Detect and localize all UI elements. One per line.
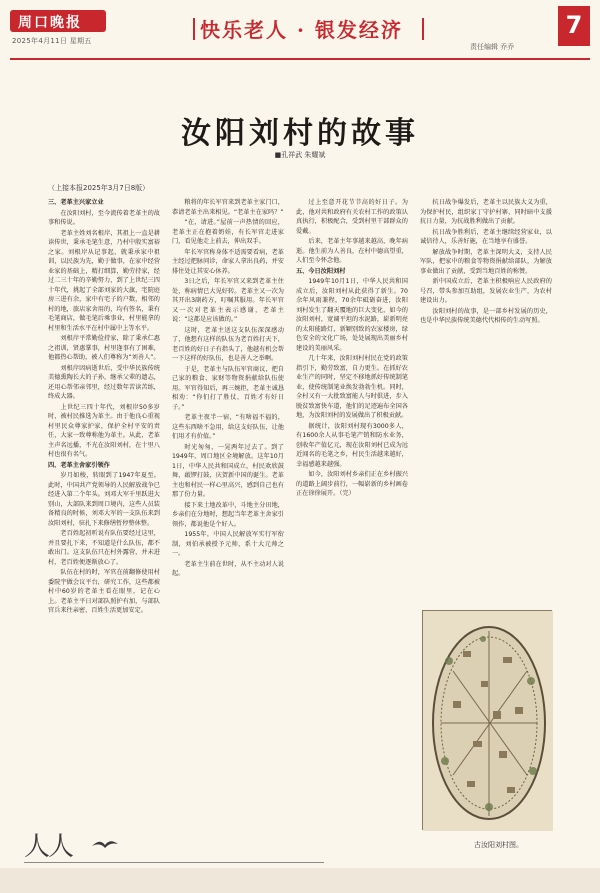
article-title: 汝阳刘村的故事	[181, 116, 419, 151]
paragraph: 刘根岸平常勤俭持家，除了秉承仁惠之祖训，贤惠掌事，村里逢事有了困难，他都热心帮助，被人们尊称为“刘善人”。	[48, 335, 160, 361]
column-3	[296, 198, 408, 838]
date-line: 2025年4月11日 星期五	[12, 37, 92, 45]
paragraph: 1949年10月1日，中华人民共和国成立后，汝阳刘村从此获得了新生。70余年风雨兼程，70余年砥砺奋进，汝阳刘村发生了翻天覆地的巨大变化，如今的汝阳刘村，宽阔平坦的水泥路，崭新明亮的太阳能路灯，新颖别致的农家楼房，绿色安全的文化广场，处处展现出美丽乡村建设的美丽风采。	[296, 278, 408, 352]
paragraph: 在汝阳刘村，至今流传着老革主的故事和传说。	[48, 209, 160, 226]
paragraph: 抗日战争胜利后，老革主继续经营家业，以诚信待人，乐善好施，在当地享有盛誉。	[420, 228, 552, 245]
paragraph: 于是，老革主与队伍军官商议，把自己家的粮食、家财等物资捐献给队伍使用。军官得知后，再三婉拒，老革主诚恳相劝：“你们打了胜仗，百姓才有好日子。”	[172, 365, 284, 411]
article-source: （上接本报2025年3月7日8版）	[48, 184, 150, 192]
paragraph: 新中国成立后，老革主积极响应人民政府的号召，带头参加互助组，发展农业生产，为农村建设出力。	[420, 278, 552, 304]
paragraph: 3日之后，年长军官又来到老革主住处，称病情已大见好转。老革主又一次为其开出3副药方，叮嘱其服用。年长军官又一次对老革主表示感谢，老革主说：“这都是应该做的。”	[172, 278, 284, 323]
paragraph: 汝阳刘村的故事，是一部乡村发展的历史，也是中华民族传统美德代代相传的生动写照。	[420, 307, 552, 324]
paragraph: 粮将的年长军官来到老革主家门口，恭请老革主出来相见。“老革主在家吗？”	[172, 199, 284, 216]
paragraph: “在，请进。”屋前一声热情的回应，老革主正在抱着奶娃，有长军官走进家门，看见他走上前去，伸出双手。	[172, 219, 284, 245]
title-bar-right	[422, 18, 424, 40]
masthead	[10, 6, 590, 62]
column-4	[420, 198, 552, 608]
paragraph: 接下来土地改革中，斗地主分田地，乡亲们在分地时，想起当年老革主舍家引领作，都说他是个好人。	[172, 501, 284, 528]
column-2	[172, 198, 284, 838]
map-caption: 古汝阳刘村图。	[474, 841, 523, 849]
logo	[10, 10, 106, 32]
section-subheading: 五、今日汝阳刘村	[296, 267, 346, 275]
decorative-line	[24, 862, 324, 863]
paragraph: 上世纪三四十年代，刘根岸50多岁时，被村民推选为革主。由于他良心重视村里民众尊家护家，保护全村平安的责任，大家一致尊称他为革主。从此，老革主声名远播，不光在汝阳刘村，在十里八村也很有名气。	[48, 403, 160, 458]
paragraph: 这时，老革主送这支队伍深深感动了，他想有这样的队伍为老百姓打天下，老百姓的好日子有指头了，他越有机会帮一下这样的好队伍，也是善人之举啊。	[172, 326, 284, 362]
header-rule	[10, 58, 590, 60]
paragraph: 年长军官称身体不适需要看病，老革主经过把脉问诊，命家人拿出良药，并安排住处让其安心休养。	[172, 248, 284, 275]
paragraph: 解放战争时期，老革主深明大义，支持人民军队，把家中的粮食等物资捐献给部队，为解放事业做出了贡献，受到当地百姓的称赞。	[420, 248, 552, 275]
logo-text: 周口晚报	[18, 15, 82, 31]
paragraph: 老革主夜半一宿，“有啥福不福的，这些东西啥不急用，给这支好队伍，让他们用才有价值。”	[172, 414, 284, 440]
paragraph: 老革主生前在世时，从不主动对人说起。	[172, 560, 284, 577]
bottom-decoration-band	[0, 868, 600, 893]
section-subheading: 四、老革主舍家引领作	[48, 461, 110, 469]
paragraph: 队伍在村的时，军官在前翻修使用村委院宇做会议平台，研究工作，这些都被村中60岁的老革主看在眼里，记在心上。老革主平日对部队照护有加，与部队官兵来往亲密，百姓生活更加安定。	[48, 569, 160, 614]
paragraph: 抗日战争爆发后，老革主以民族大义为重，为保护村民，组织家丁守护村寨，同时暗中支援抗日力量，为抗战胜利做出了贡献。	[420, 199, 552, 225]
paragraph: 时光匆匆，一晃两年过去了。到了1949年，周口地区全境解放。这年10月1日，中华人民共和国成立，村民欢欣鼓舞，敲锣打鼓，庆贺新中国的诞生。老革主也和村民一样心里高兴，感到自己也有那了份力量。	[172, 443, 284, 498]
paragraph: 几十年来，汝阳刘村村民在党的政策指引下，勤劳致富，自力更生。在抓好农业生产的同时，坚定不移地抓好传统制笔业，使传统制笔业焕发勃勃生机。同时，全村又有一大批致富能人与时俱进，步入脱贫致富快车道，他们的足迹遍布全国各地，为汝阳刘村的发展做出了积极贡献。	[296, 355, 408, 419]
bird-icon	[90, 838, 120, 852]
section-title: 快乐老人 · 银发经济	[200, 18, 403, 42]
paragraph: 老革主姓刘名根岸，其祖上一直是耕读传世，秉承毛笔生意，乃村中殷实富裕之家。刘根岸从记事起，就秉承家中祖训，以民族为先，勤于做事，在家中经营业家的基础上，精打细算，勤劳持家，经过二三十年的辛勤努力，到了上世纪三四十年代，挑起了全部刘家的大旗，宅院庭房三进有余，家中有宅子的户数，相邻的村的地，旅店家舍用的，均有签名，秉有毛笔商店，做毛笔后乘事业，村里能拿的村里和生活水平在村中属中上等水平。	[48, 229, 160, 332]
paragraph: 1955年，中国人民解放军实行军衔制，刘伯承被授予元帅，系十大元帅之一。	[172, 531, 284, 557]
page-number-box	[558, 6, 590, 46]
editor-line: 责任编辑 乔乔	[470, 43, 515, 51]
paragraph: 后来，老革主年事越来越高，晚年病逝。他生前为人善良，在村中德高望重，人们至今怀念他。	[296, 238, 408, 264]
map-drawing	[423, 611, 553, 831]
paragraph: 据统计，汝阳刘村现有3000多人，有1600余人从事毛笔产销和防水业务，创收年产值亿元，现在汝阳刘村已成为远近闻名的毛笔之乡，村民生活越来越好，幸福感越来越强。	[296, 422, 408, 468]
paragraph: 岁月如梭，转眼到了1947年夏至。此时，中国共产党领导的人民解放战争已经进入第二个年头。刘邓大军千里跃进大别山，大部队来到周口境内，这些人员装备精良的时候，刘邓大军的一支队伍来到汝阳刘村，驻扎下来修缮暂停整休整。	[48, 472, 160, 527]
column-1	[48, 198, 160, 828]
article-byline: ■孔祥武 朱耀斌	[274, 151, 326, 159]
decorative-glyphs: 人人	[24, 832, 73, 862]
paragraph: 过上至意开花节节高的好日子。为此，他对共和政府有关农村工作的政策认真执行，积极配合，受到村里干部群众的爱戴。	[296, 199, 408, 235]
title-bar-left	[193, 18, 195, 40]
section-subheading: 三、老革主兴家立业	[48, 199, 104, 206]
paragraph: 刘根岸因病逝世后，受中华民族传统美德熏陶长大的子孙，继承父辈的遗志，还用心帮邻亲邻里，经过数年苦读苦练，终成大器。	[48, 364, 160, 400]
village-map-illustration	[422, 610, 552, 830]
paragraph: 如今，汝阳刘村乡亲们正在乡村振兴的道路上阔步前行，一幅崭新的乡村画卷正在徐徐展开。（完）	[296, 471, 408, 497]
page-number: 7	[565, 11, 583, 39]
paragraph: 老百姓起初听说有队伍要经过这里，并且要扎下来，不知道是什么队伍，都不敢出门。这支队伍只在村外露营，并未进村，老百姓便逐渐放心了。	[48, 530, 160, 566]
